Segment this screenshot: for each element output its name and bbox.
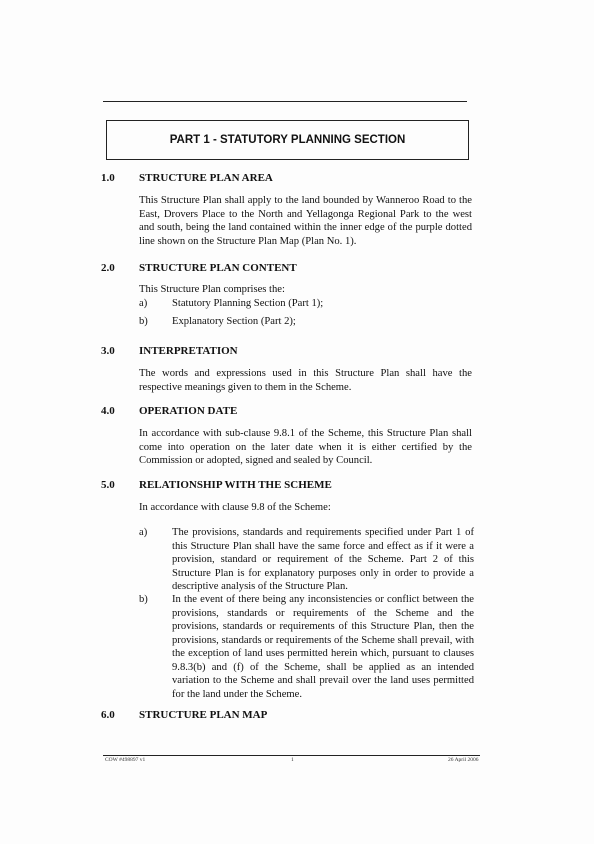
footer-page-number: 1 bbox=[291, 757, 294, 763]
list-label: a) bbox=[139, 298, 148, 309]
section-title: RELATIONSHIP WITH THE SCHEME bbox=[139, 479, 332, 491]
section-number: 2.0 bbox=[101, 262, 115, 274]
section-3-text: The words and expressions used in this Structure Plan shall have the respective meanings given to them in the Scheme. bbox=[139, 368, 472, 393]
part-title: PART 1 - STATUTORY PLANNING SECTION bbox=[169, 134, 406, 146]
section-heading-2 bbox=[101, 262, 297, 274]
footer-date: 26 April 2006 bbox=[448, 757, 479, 763]
section-heading-1 bbox=[101, 172, 273, 184]
list-text: Statutory Planning Section (Part 1); bbox=[172, 298, 324, 309]
section-heading-5 bbox=[101, 479, 332, 491]
header-rule bbox=[103, 101, 467, 102]
section-heading-3 bbox=[101, 345, 238, 357]
list-label: b) bbox=[139, 594, 148, 605]
section-number: 5.0 bbox=[101, 479, 115, 491]
section-heading-4 bbox=[101, 405, 237, 417]
section-number: 6.0 bbox=[101, 709, 115, 721]
section-title: STRUCTURE PLAN MAP bbox=[139, 709, 268, 721]
list-text: In the event of there being any inconsistencies or conflict between the provisions, standards or requirements of the Scheme and the provisions, standards or requirements of this Structure Plan, then the provisions, standards or requirements of the Scheme shall prevail, with the exception of land uses permitted herein which, pursuant to clauses 9.8.3(b) and (f) of the Scheme, shall be applied as an intended variation to the Scheme and shall prevail over the land uses permitted for the land under the Scheme. bbox=[172, 594, 474, 700]
list-item bbox=[139, 315, 474, 329]
section-2-intro: This Structure Plan comprises the: bbox=[139, 284, 285, 295]
list-item bbox=[139, 593, 474, 701]
section-number: 3.0 bbox=[101, 345, 115, 357]
section-1-text: This Structure Plan shall apply to the land bounded by Wanneroo Road to the East, Drovers Place to the North and Yellagonga Regional Park to the west and south, being the land contained within the inner edge of the purple dotted line shown on the Structure Plan Map (Plan No. 1). bbox=[139, 195, 472, 247]
section-number: 1.0 bbox=[101, 172, 115, 184]
section-title: INTERPRETATION bbox=[139, 345, 238, 357]
section-title: OPERATION DATE bbox=[139, 405, 238, 417]
section-5-intro: In accordance with clause 9.8 of the Scheme: bbox=[139, 502, 331, 513]
list-label: b) bbox=[139, 316, 148, 327]
section-4-text: In accordance with sub-clause 9.8.1 of the Scheme, this Structure Plan shall come into operation on the later date when it is either certified by the Commission or adopted, signed and sealed by Council. bbox=[139, 428, 472, 466]
list-item bbox=[139, 526, 474, 594]
section-heading-6 bbox=[101, 709, 267, 721]
list-text: The provisions, standards and requirements specified under Part 1 of this Structure Plan shall have the same force and effect as if it were a provision, standard or requirement of the Scheme. Part 2 of this Structure Plan is for explanatory purposes only in order to provide a descriptive analysis of the Structure Plan. bbox=[172, 527, 474, 592]
section-number: 4.0 bbox=[101, 405, 115, 417]
footer-rule bbox=[103, 755, 480, 756]
section-title: STRUCTURE PLAN CONTENT bbox=[139, 262, 297, 274]
footer-doc-ref: COW #498897 v1 bbox=[105, 757, 146, 763]
list-label: a) bbox=[139, 527, 148, 538]
list-item bbox=[139, 297, 474, 311]
list-text: Explanatory Section (Part 2); bbox=[172, 316, 296, 327]
part-title-box bbox=[106, 120, 469, 160]
section-title: STRUCTURE PLAN AREA bbox=[139, 172, 273, 184]
